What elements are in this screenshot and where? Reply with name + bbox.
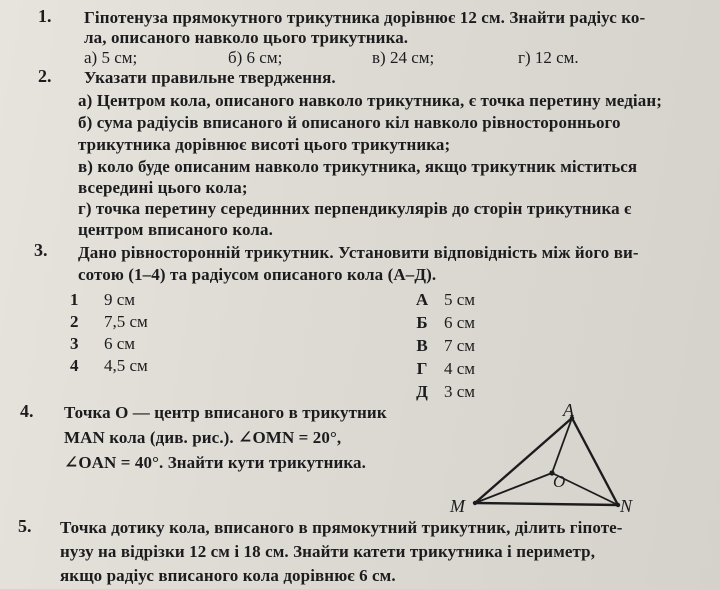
match-right-d: Д 3 см [416,382,476,401]
problem-1-number: 1. [38,6,52,26]
match-right-b: Б 6 см [416,313,476,332]
label-m: M [450,496,465,516]
match-left-2: 2 7,5 см [70,312,148,331]
problem-2-line-7: г) точка перетину серединних перпендикулярів до сторін трикутника є [78,199,632,218]
problem-3-number: 3. [34,240,48,260]
match-left-1: 1 9 см [70,290,136,309]
label-a: A [563,400,574,420]
problem-5-number: 5. [18,516,32,536]
problem-2-line-1: Указати правильне твердження. [84,68,336,87]
problem-3-line-1: Дано рівносторонній трикутник. Установити відповідність між його ви- [78,243,639,262]
match-left-3: 3 6 см [70,334,136,353]
match-right-v: В 7 см [416,336,476,355]
problem-2-line-5: в) коло буде описаним навколо трикутника, якщо трикутник міститься [78,157,638,176]
problem-2-line-3: б) сума радіусів вписаного й описаного кіл навколо рівностороннього [78,113,621,132]
problem-1-line-1: Гіпотенуза прямокутного трикутника дорівнює 12 см. Знайти радіус ко- [84,8,646,27]
problem-5-line-1: Точка дотику кола, вписаного в прямокутний трикутник, ділить гіпоте- [60,518,623,537]
match-left-4: 4 4,5 см [70,356,148,375]
label-n: N [620,496,633,516]
problem-4-line-3: ∠OAN = 40°. Знайти кути трикутника. [64,453,367,472]
segment-om [475,473,552,503]
problem-2-number: 2. [38,66,52,86]
side-mn [475,503,618,505]
problem-5-line-2: нузу на відрізки 12 см і 18 см. Знайти катети трикутника і периметр, [60,542,596,561]
match-right-g: Г 4 см [416,359,476,378]
problem-1-option-g: г) 12 см. [518,48,579,67]
problem-2-line-6: всередині цього кола; [78,178,248,197]
problem-4-line-1: Точка O — центр вписаного в трикутник [64,403,387,422]
problem-1-line-2: ла, описаного навколо цього трикутника. [84,28,409,47]
match-right-a: А 5 см [415,290,476,309]
problem-4-line-2: MAN кола (див. рис.). ∠OMN = 20°, [64,428,342,447]
problem-3-line-2: сотою (1–4) та радіусом описаного кола (А–Д). [78,265,437,284]
side-an [572,418,618,505]
problem-2-line-8: центром вписаного кола. [78,220,273,239]
problem-1-option-b: б) 6 см; [228,48,283,67]
problem-2-line-2: а) Центром кола, описаного навколо трикутника, є точка перетину медіан; [78,91,662,110]
problem-2-line-4: трикутника дорівнює висоті цього трикутника; [78,135,451,154]
point-m [473,501,477,505]
problem-1-option-v: в) 24 см; [372,48,435,67]
problem-1-option-a: а) 5 см; [84,48,138,67]
problem-4-number: 4. [20,401,34,421]
label-o: O [553,472,566,491]
problem-5-line-3: якщо радіус вписаного кола дорівнює 6 см. [60,566,396,585]
